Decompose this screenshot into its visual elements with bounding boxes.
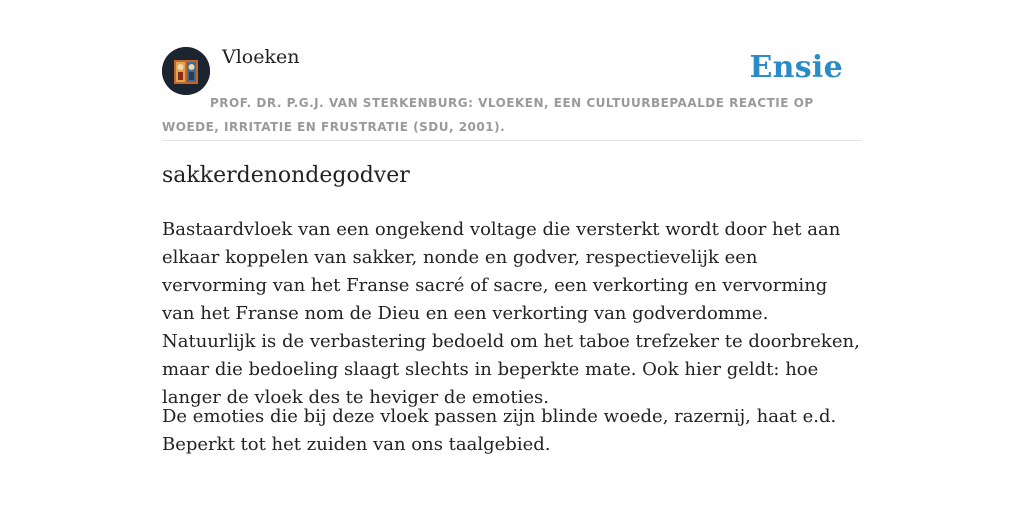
entry-paragraph-2: De emoties die bij deze vloek passen zijn blinde woede, razernij, haat e.d. Beperkt tot het zuiden van ons taalgebied. bbox=[162, 406, 837, 455]
book-title[interactable]: Vloeken bbox=[222, 46, 300, 68]
book-cover-avatar[interactable] bbox=[162, 47, 210, 95]
page-content bbox=[162, 0, 862, 455]
source-citation: PROF. DR. P.G.J. VAN STERKENBURG: VLOEKEN, EEN CULTUURBEPAALDE REACTIE OP WOEDE, IRRITATIE EN FRUSTRATIE (SDU, 2001). bbox=[162, 96, 814, 134]
ensie-logo[interactable]: Ensie bbox=[749, 50, 843, 85]
entry-term: sakkerdenondegodver bbox=[162, 163, 410, 188]
book-cover-image bbox=[162, 47, 210, 95]
page-header bbox=[162, 0, 862, 141]
entry-paragraph-1: Bastaardvloek van een ongekend voltage die versterkt wordt door het aan elkaar koppelen van sakker, nonde en godver, respectievelijk een vervorming van het Franse sacré of sacre, een verkorting en vervorming van het Franse nom de Dieu en een verkorting van godverdomme. Natuurlijk is de verbastering bedoeld om het taboe trefzeker te doorbreken, maar die bedoeling slaagt slechts in beperkte mate. Ook hier geldt: hoe langer de vloek des te heviger de emoties. bbox=[162, 219, 860, 408]
